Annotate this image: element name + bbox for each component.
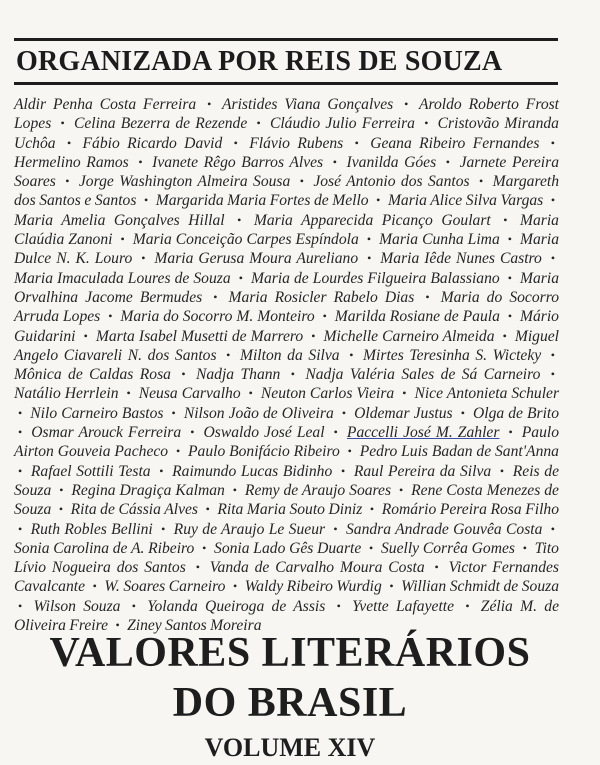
bullet-separator: •	[237, 212, 242, 227]
author-name: Sonia Lado Gês Duarte	[214, 539, 362, 557]
author-name: Pedro Luis Badan de Sant'Anna	[359, 443, 559, 461]
author-name: Flávio Rubens	[249, 134, 344, 152]
bullet-separator: •	[83, 328, 88, 343]
author-name: Aroldo Roberto Frost Lopes	[14, 96, 560, 133]
author-name: Romário Pereira Rosa Filho	[381, 501, 560, 519]
bullet-separator: •	[550, 367, 555, 382]
author-name: Celina Bezerra de Rezende	[73, 115, 248, 133]
author-name: Olga de Brito	[472, 404, 560, 422]
bullet-separator: •	[349, 347, 354, 362]
author-name: Neuton Carlos Vieira	[260, 385, 395, 403]
bullet-separator: •	[434, 560, 439, 575]
author-name: Nilson João de Oliveira	[183, 404, 334, 422]
bullet-separator: •	[354, 135, 359, 150]
author-name: Rita de Cássia Alves	[70, 501, 198, 519]
author-name: Vanda de Carvalho Moura Costa	[209, 559, 425, 577]
author-name: Willian Schmidt de Souza	[401, 578, 560, 596]
author-name: Raimundo Lucas Bidinho	[172, 462, 333, 480]
author-name: Remy de Araujo Soares	[244, 481, 392, 499]
bullet-separator: •	[404, 97, 409, 111]
bullet-separator: •	[207, 97, 212, 111]
author-name: Mônica de Caldas Rosa	[14, 366, 171, 384]
bullet-separator: •	[92, 579, 97, 594]
author-name: Maria Claúdia Zanoni	[14, 211, 559, 249]
author-name: Natálio Herrlein	[14, 385, 119, 403]
bullet-separator: •	[347, 444, 352, 459]
bullet-separator: •	[336, 598, 341, 613]
author-name: Ruy de Araujo Le Sueur	[173, 520, 326, 538]
author-name: W. Soares Carneiro	[104, 578, 226, 596]
bullet-separator: •	[333, 521, 338, 536]
author-name: Maria Alice Silva Vargas	[387, 192, 544, 210]
author-name: Waldy Ribeiro Wurdig	[244, 578, 382, 596]
author-name: Ivanilda Góes	[346, 153, 437, 171]
author-list	[14, 95, 559, 635]
author-name: Nadja Thann	[195, 366, 281, 384]
bullet-separator: •	[445, 154, 450, 169]
author-name: Nilo Carneiro Bastos	[30, 404, 164, 422]
bullet-separator: •	[18, 521, 23, 536]
author-name: Aristides Viana Gonçalves	[221, 96, 394, 113]
bullet-separator: •	[248, 386, 253, 401]
author-name: Ruth Robles Bellini	[30, 520, 153, 538]
bullet-separator: •	[550, 521, 555, 536]
author-name: Ivanete Rêgo Barros Alves	[152, 153, 324, 171]
author-name: Margarida Maria Fortes de Mello	[155, 192, 369, 210]
bullet-separator: •	[478, 174, 484, 189]
bullet-separator: •	[290, 367, 295, 382]
bullet-separator: •	[465, 598, 470, 613]
bullet-separator: •	[389, 579, 394, 594]
author-name: Regina Dragiça Kalman	[71, 481, 225, 499]
bullet-separator: •	[171, 405, 176, 420]
author-name: Aldir Penha Costa Ferreira	[14, 96, 197, 113]
bullet-separator: •	[138, 154, 143, 169]
bullet-separator: •	[299, 174, 304, 189]
bullet-separator: •	[60, 116, 65, 131]
bullet-separator: •	[115, 618, 120, 633]
bullet-separator: •	[66, 135, 72, 150]
author-name: Rafael Sottili Testa	[30, 462, 151, 480]
bullet-separator: •	[550, 135, 555, 150]
bullet-separator: •	[18, 405, 23, 420]
bullet-separator: •	[340, 463, 346, 478]
author-name: Raul Pereira da Silva	[353, 462, 492, 480]
bullet-separator: •	[59, 482, 64, 497]
bullet-separator: •	[159, 463, 164, 478]
author-name: Geana Ribeiro Fernandes	[370, 134, 540, 152]
author-name: Suelly Corrêa Gomes	[381, 539, 515, 557]
bullet-separator: •	[550, 193, 556, 208]
author-name: Tito Lívio Nogueira dos Santos	[14, 539, 559, 577]
author-name: Mário Guidarini	[14, 308, 559, 345]
author-name: Michelle Carneiro Almeida	[323, 327, 495, 345]
author-name: Yvette Lafayette	[352, 597, 455, 615]
author-name: Miguel Angelo Ciavareli N. dos Santos	[14, 327, 559, 364]
author-name: Jorge Washington Almeira Sousa	[78, 173, 291, 191]
author-name: Nadja Valéria Sales de Sá Carneiro	[305, 366, 541, 384]
author-name: Osmar Arouck Ferreira	[31, 424, 182, 442]
author-name: Neusa Carvalho	[138, 385, 241, 403]
bullet-separator: •	[522, 540, 527, 555]
author-name: Ziney Santos Moreira	[127, 617, 262, 635]
author-name: Maria Gerusa Moura Aureliano	[154, 250, 359, 268]
author-name: Fábio Ricardo David	[82, 134, 223, 152]
bullet-separator: •	[131, 598, 136, 613]
author-name: Wilson Souza	[33, 597, 121, 615]
bullet-separator: •	[460, 405, 465, 420]
bullet-separator: •	[202, 540, 207, 555]
bullet-separator: •	[141, 251, 146, 266]
author-name: Jarnete Pereira Soares	[14, 153, 560, 191]
bullet-separator: •	[175, 444, 181, 459]
bullet-separator: •	[205, 502, 210, 517]
bullet-separator: •	[213, 289, 218, 304]
bullet-separator: •	[424, 116, 429, 131]
bullet-separator: •	[376, 193, 381, 208]
bullet-separator: •	[181, 367, 186, 382]
bullet-separator: •	[402, 386, 407, 401]
bullet-separator: •	[507, 232, 512, 247]
volume-label: VOLUME XIV	[204, 733, 376, 762]
bullet-separator: •	[238, 270, 243, 285]
bullet-separator: •	[256, 116, 261, 131]
author-name: Yolanda Queiroga de Assis	[147, 597, 326, 615]
bullet-separator: •	[195, 560, 200, 575]
author-name: Oswaldo José Leal	[203, 424, 325, 442]
author-name: Maria de Lourdes Filgueira Balassiano	[250, 269, 500, 287]
author-name: Oldemar Justus	[354, 404, 453, 422]
bullet-separator: •	[226, 347, 231, 362]
bullet-separator: •	[398, 482, 404, 497]
author-name: Marilda Rosiane de Paula	[334, 308, 500, 326]
bullet-separator: •	[190, 425, 195, 440]
author-name: Maria Iêde Nunes Castro	[380, 250, 542, 268]
author-name: Maria Orvalhina Jacome Bermudes	[14, 269, 559, 306]
author-name: Sonia Carolina de A. Ribeiro	[14, 539, 195, 557]
header-bar	[14, 38, 558, 85]
bullet-separator: •	[499, 463, 505, 478]
author-name: Marta Isabel Musetti de Marrero	[95, 327, 304, 345]
bullet-separator: •	[550, 251, 556, 266]
author-name: Rene Costa Menezes de Souza	[14, 481, 559, 519]
organizer-heading: ORGANIZADA POR REIS DE SOUZA	[16, 46, 503, 77]
author-name: Rita Maria Souto Diniz	[217, 501, 363, 519]
book-title-line2: DO BRASIL	[172, 680, 408, 726]
bullet-separator: •	[503, 212, 508, 227]
author-name: Maria Conceição Carpes Espíndola	[132, 231, 359, 249]
bullet-separator: •	[18, 463, 23, 478]
bullet-separator: •	[369, 540, 374, 555]
author-name: Maria Apparecida Picanço Goulart	[253, 211, 491, 229]
author-name: Hermelino Ramos	[14, 153, 129, 171]
bullet-separator: •	[108, 309, 113, 324]
bullet-separator: •	[161, 521, 166, 536]
bullet-separator: •	[120, 232, 125, 247]
author-name: José Antonio dos Santos	[313, 173, 470, 191]
book-title-line1: VALORES LITERÁRIOS	[49, 630, 531, 676]
bullet-separator: •	[322, 309, 327, 324]
bullet-separator: •	[126, 386, 131, 401]
author-name: Paccelli José M. Zahler	[346, 424, 500, 442]
bullet-separator: •	[369, 502, 375, 517]
author-name: Victor Fernandes Cavalcante	[14, 559, 559, 596]
author-name: Milton da Silva	[239, 346, 340, 364]
author-name: Maria Dulce N. K. Louro	[14, 231, 559, 268]
author-name: Nice Antonieta Schuler	[414, 385, 560, 403]
author-name: Cristovão Miranda Uchôa	[14, 115, 559, 152]
bullet-separator: •	[508, 425, 513, 440]
bullet-separator: •	[507, 270, 512, 285]
author-name: Mirtes Teresinha S. Wicteky	[363, 346, 542, 364]
bullet-separator: •	[143, 193, 149, 208]
author-name: Maria Rosicler Rabelo Dias	[228, 288, 415, 306]
bullet-separator: •	[18, 598, 23, 613]
bullet-separator: •	[18, 425, 23, 440]
bullet-separator: •	[332, 154, 337, 169]
bullet-separator: •	[425, 289, 430, 304]
bullet-separator: •	[341, 405, 347, 420]
author-name: Sandra Andrade Gouvêa Costa	[345, 520, 543, 538]
author-name: Maria Amelia Gonçalves Hillal	[14, 211, 225, 229]
author-name: Paulo Airton Gouveia Pacheco	[14, 424, 560, 461]
author-name: Paulo Bonifácio Ribeiro	[188, 443, 340, 461]
author-name: Reis de Souza	[14, 462, 559, 499]
bullet-separator: •	[233, 135, 238, 150]
bullet-separator: •	[550, 347, 555, 362]
author-name: Cláudio Julio Ferreira	[269, 115, 415, 133]
bullet-separator: •	[366, 232, 372, 247]
author-name: Maria Imaculada Loures de Souza	[14, 269, 231, 287]
bullet-separator: •	[58, 502, 64, 517]
bullet-separator: •	[507, 309, 513, 324]
author-name: Maria Cunha Lima	[379, 231, 500, 249]
bullet-separator: •	[367, 251, 372, 266]
bullet-separator: •	[333, 425, 338, 440]
bullet-separator: •	[502, 328, 507, 343]
author-name: Zélia M. de Oliveira Freire	[14, 597, 559, 635]
bullet-separator: •	[65, 174, 70, 189]
bullet-separator: •	[232, 579, 238, 594]
bullet-separator: •	[232, 482, 237, 497]
author-name: Maria do Socorro Arruda Lopes	[14, 288, 559, 326]
bullet-separator: •	[311, 328, 316, 343]
author-name: Maria do Socorro M. Monteiro	[120, 308, 315, 326]
author-name: Margareth dos Santos e Santos	[14, 173, 559, 210]
